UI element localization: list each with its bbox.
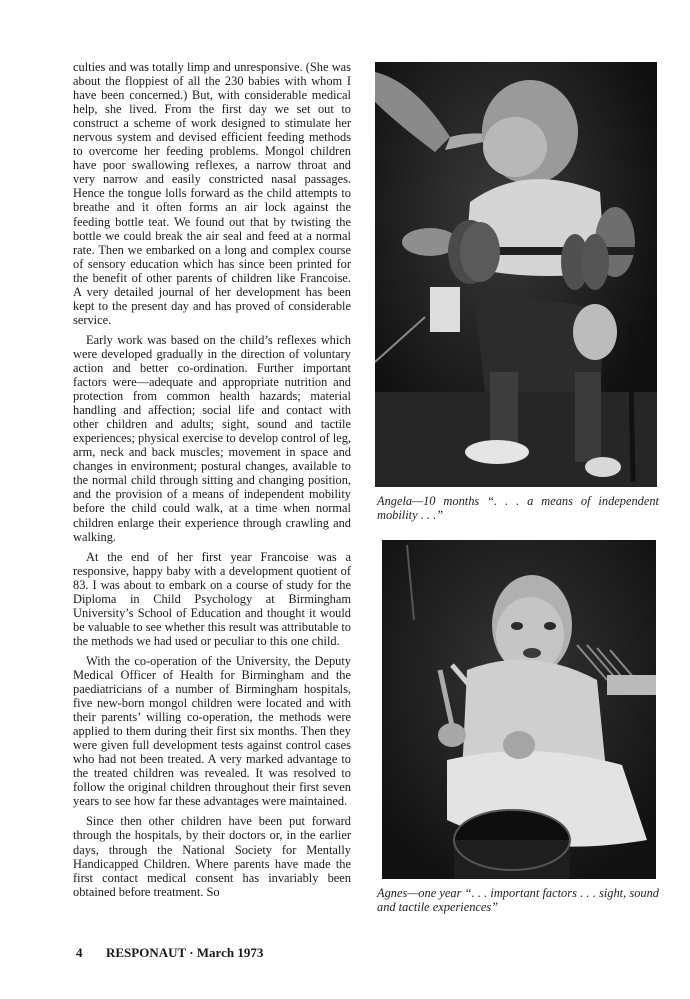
photo-agnes-illustration [382,540,656,879]
paragraph: With the co-operation of the University, the Deputy Medical Officer of Health for Birmingham and the paediatricians of a number of Birmingham hospitals, five new-born mongol children were located and with their parents’ willing co-operation, the methods were applied to them during their first six months. Then they were given full development tests against control cases who had not been treated. A very marked advantage to the treated children was revealed. It was resolved to follow the original children throughout their first seven years to see how far these advantages were maintained. [73,653,351,809]
paragraph: culties and was totally limp and unresponsive. (She was about the floppiest of all the 230 babies with whom I have been concerned.) But, with considerable medical help, she lived. From the first day we set out to construct a scheme of work designed to stimulate her nervous system and devised efficient feeding methods to overcome her feeding problems. Mongol children have poor swallowing reflexes, a narrow throat and very narrow and easily constricted nasal passages. Hence the tongue lolls forward as the child attempts to breathe and it often forms an air lock against the feeding bottle teat. We found out that by twisting the bottle we could break the air seal and feed at a normal rate. Then we embarked on a long and complex course of sensory education which has since been printed for the benefit of other parents of children like Francoise. A very detailed journal of her development has been kept to the present day and has proved of considerable service. [73,60,351,327]
photo-angela [375,62,657,487]
publication-name-date: RESPONAUT · March 1973 [106,945,264,960]
paragraph: At the end of her first year Francoise was a responsive, happy baby with a development quotient of 83. I was about to embark on a course of study for the Diploma in Child Psychology at Birmingham University’s School of Education and thought it would be valuable to see whether this result was attributable to the methods we had used or peculiar to this one child. [73,549,351,648]
page-number: 4 [76,945,83,960]
photo-angela-illustration [375,62,657,487]
paragraph: Early work was based on the child’s reflexes which were developed gradually in the direction of voluntary action and better co-ordination. Further important factors were—adequate and appropriate nutrition and protection from common health hazards; material handling and affection; social life and contact with other children and adults; sight, sound and tactile experiences; physical exercise to develop control of leg, arm, neck and back muscles; movement in space and changes in environment; postural changes, available to the normal child through sitting and changing position, and the provision of a means of independent mobility before the child could walk, at a time when normal children enlarge their experience through crawling and walking. [73,332,351,544]
article-body [73,60,351,905]
paragraph: Since then other children have been put forward through the hospitals, by their doctors or, in the earlier days, through the National Society for Mentally Handicapped Children. Where parents have made the first contact medical consent has invariably been obtained before treatment. So [73,814,351,899]
photo-caption: Angela—10 months “. . . a means of independent mobility . . .” [377,494,659,522]
photo-caption: Agnes—one year “. . . important factors . . . sight, sound and tactile experiences” [377,886,659,914]
page-footer [76,945,263,961]
photo-agnes [382,540,656,879]
